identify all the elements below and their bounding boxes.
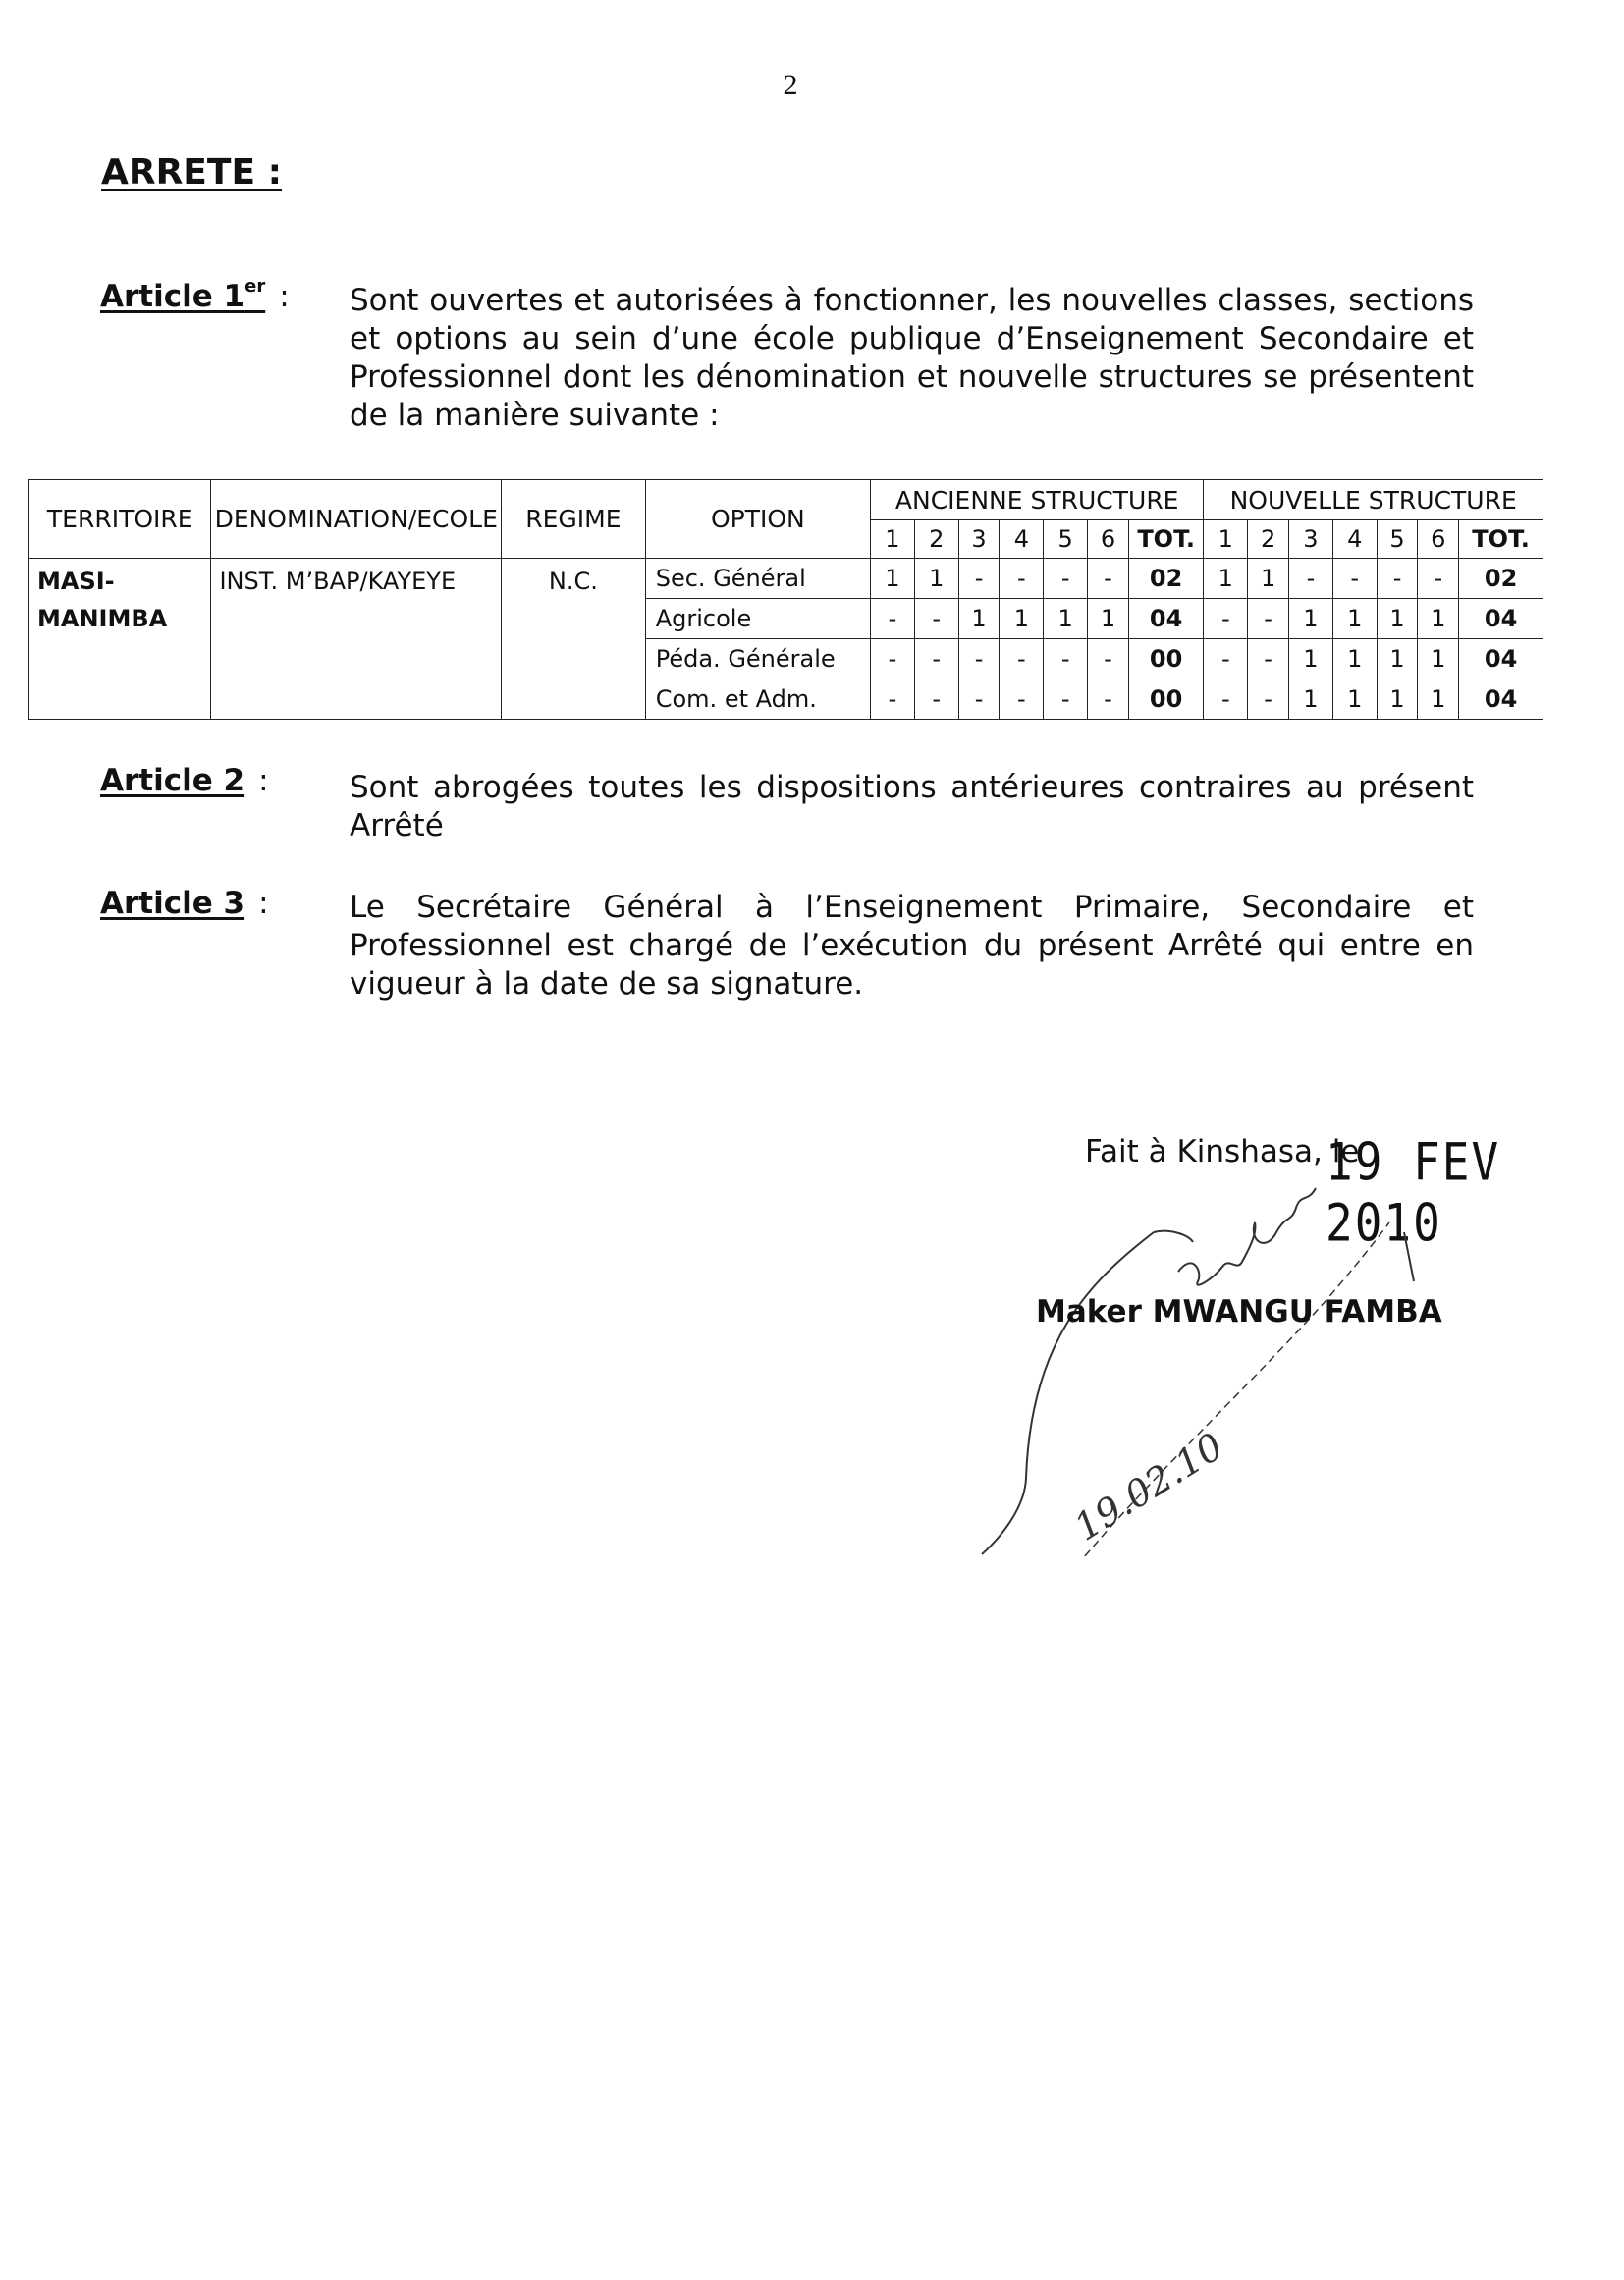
header-option: OPTION bbox=[645, 480, 870, 559]
value-cell: - bbox=[1088, 639, 1129, 679]
value-cell: 1 bbox=[1418, 639, 1459, 679]
value-cell: - bbox=[958, 639, 1000, 679]
value-cell: - bbox=[914, 639, 958, 679]
subheader-cell: 3 bbox=[958, 520, 1000, 559]
value-cell: 1 bbox=[1288, 679, 1332, 720]
value-cell: - bbox=[958, 559, 1000, 599]
subheader-cell: 4 bbox=[1000, 520, 1044, 559]
value-cell: 1 bbox=[1288, 599, 1332, 639]
option-cell: Com. et Adm. bbox=[645, 679, 870, 720]
school-structure-table bbox=[28, 479, 1543, 720]
subheader-total: TOT. bbox=[1128, 520, 1203, 559]
value-cell: 1 bbox=[1418, 679, 1459, 720]
subheader-cell: 2 bbox=[1248, 520, 1289, 559]
value-cell: 1 bbox=[1248, 559, 1289, 599]
article-2-text: Sont abrogées toutes les dispositions antérieures contraires au présent Arrêté bbox=[350, 770, 1474, 843]
total-cell: 04 bbox=[1459, 639, 1543, 679]
article-3-colon: : bbox=[258, 886, 269, 921]
header-territoire: TERRITOIRE bbox=[29, 480, 211, 559]
value-cell: - bbox=[1044, 639, 1088, 679]
article-2-colon: : bbox=[258, 763, 269, 798]
denomination-cell: INST. M’BAP/KAYEYE bbox=[211, 559, 502, 720]
page-number: 2 bbox=[783, 69, 798, 101]
value-cell: 1 bbox=[1000, 599, 1044, 639]
article-2-label bbox=[100, 763, 269, 798]
option-cell: Agricole bbox=[645, 599, 870, 639]
header-regime: REGIME bbox=[502, 480, 646, 559]
subheader-cell: 1 bbox=[871, 520, 915, 559]
subheader-cell: 1 bbox=[1204, 520, 1248, 559]
value-cell: - bbox=[1088, 559, 1129, 599]
value-cell: 1 bbox=[1288, 639, 1332, 679]
value-cell: - bbox=[871, 679, 915, 720]
article-1-text: Sont ouvertes et autorisées à fonctionner, les nouvelles classes, sections et options au sein d’une école publique d’Enseignement Secondaire et Professionnel dont les dénomination et nouvelle structures se présentent de la manière suivante : bbox=[350, 283, 1474, 433]
total-cell: 02 bbox=[1459, 559, 1543, 599]
value-cell: - bbox=[871, 599, 915, 639]
option-cell: Sec. Général bbox=[645, 559, 870, 599]
total-cell: 00 bbox=[1128, 639, 1203, 679]
territoire-line-2: MANIMBA bbox=[37, 605, 168, 632]
subheader-cell: 3 bbox=[1288, 520, 1332, 559]
value-cell: - bbox=[1000, 679, 1044, 720]
value-cell: - bbox=[1044, 679, 1088, 720]
article-1-label-text: Article 1 bbox=[100, 279, 245, 314]
subheader-cell: 2 bbox=[914, 520, 958, 559]
subheader-cell: 4 bbox=[1332, 520, 1377, 559]
value-cell: - bbox=[1288, 559, 1332, 599]
value-cell: 1 bbox=[1332, 599, 1377, 639]
value-cell: 1 bbox=[1377, 679, 1418, 720]
value-cell: - bbox=[1000, 639, 1044, 679]
article-3-label bbox=[100, 886, 269, 921]
subheader-cell: 6 bbox=[1418, 520, 1459, 559]
subheader-cell: 5 bbox=[1377, 520, 1418, 559]
territoire-cell bbox=[29, 559, 211, 720]
value-cell: - bbox=[1044, 559, 1088, 599]
value-cell: - bbox=[1088, 679, 1129, 720]
value-cell: - bbox=[1418, 559, 1459, 599]
handwritten-date: 19.02.10 bbox=[1066, 1424, 1231, 1549]
value-cell: 1 bbox=[1332, 679, 1377, 720]
date-stamp: 19 FEV 2010 bbox=[1326, 1130, 1501, 1254]
handwritten-signature bbox=[943, 1164, 1453, 1556]
territoire-line-1: MASI- bbox=[37, 568, 115, 595]
regime-cell: N.C. bbox=[502, 559, 646, 720]
value-cell: 1 bbox=[1088, 599, 1129, 639]
value-cell: 1 bbox=[1044, 599, 1088, 639]
value-cell: 1 bbox=[1418, 599, 1459, 639]
article-3-label-text: Article 3 bbox=[100, 886, 245, 921]
value-cell: 1 bbox=[1377, 639, 1418, 679]
article-1-label bbox=[100, 276, 290, 314]
signatory-name: Maker MWANGU FAMBA bbox=[1036, 1294, 1442, 1330]
value-cell: - bbox=[871, 639, 915, 679]
value-cell: - bbox=[914, 599, 958, 639]
value-cell: 1 bbox=[914, 559, 958, 599]
value-cell: - bbox=[1248, 639, 1289, 679]
value-cell: 1 bbox=[958, 599, 1000, 639]
article-2-label-text: Article 2 bbox=[100, 763, 245, 798]
value-cell: - bbox=[1204, 679, 1248, 720]
article-1-superscript: er bbox=[244, 276, 266, 297]
article-1-colon: : bbox=[279, 279, 290, 314]
subheader-cell: 5 bbox=[1044, 520, 1088, 559]
value-cell: - bbox=[1248, 599, 1289, 639]
value-cell: - bbox=[1000, 559, 1044, 599]
total-cell: 02 bbox=[1128, 559, 1203, 599]
value-cell: 1 bbox=[1332, 639, 1377, 679]
value-cell: - bbox=[1332, 559, 1377, 599]
subheader-total: TOT. bbox=[1459, 520, 1543, 559]
total-cell: 04 bbox=[1128, 599, 1203, 639]
header-nouvelle-structure: NOUVELLE STRUCTURE bbox=[1204, 480, 1543, 520]
value-cell: 1 bbox=[871, 559, 915, 599]
total-cell: 00 bbox=[1128, 679, 1203, 720]
total-cell: 04 bbox=[1459, 599, 1543, 639]
place-of-signature: Fait à Kinshasa, le bbox=[1085, 1134, 1360, 1169]
table-row bbox=[29, 559, 1543, 599]
option-cell: Péda. Générale bbox=[645, 639, 870, 679]
value-cell: - bbox=[1204, 639, 1248, 679]
total-cell: 04 bbox=[1459, 679, 1543, 720]
value-cell: 1 bbox=[1204, 559, 1248, 599]
header-ancienne-structure: ANCIENNE STRUCTURE bbox=[871, 480, 1204, 520]
value-cell: - bbox=[914, 679, 958, 720]
value-cell: 1 bbox=[1377, 599, 1418, 639]
value-cell: - bbox=[958, 679, 1000, 720]
value-cell: - bbox=[1204, 599, 1248, 639]
subheader-cell: 6 bbox=[1088, 520, 1129, 559]
value-cell: - bbox=[1248, 679, 1289, 720]
decree-heading: ARRETE : bbox=[101, 152, 282, 192]
header-denomination: DENOMINATION/ECOLE bbox=[211, 480, 502, 559]
article-3-text: Le Secrétaire Général à l’Enseignement Primaire, Secondaire et Professionnel est chargé de l’exécution du présent Arrêté qui entre en vigueur à la date de sa signature. bbox=[350, 890, 1474, 1002]
value-cell: - bbox=[1377, 559, 1418, 599]
